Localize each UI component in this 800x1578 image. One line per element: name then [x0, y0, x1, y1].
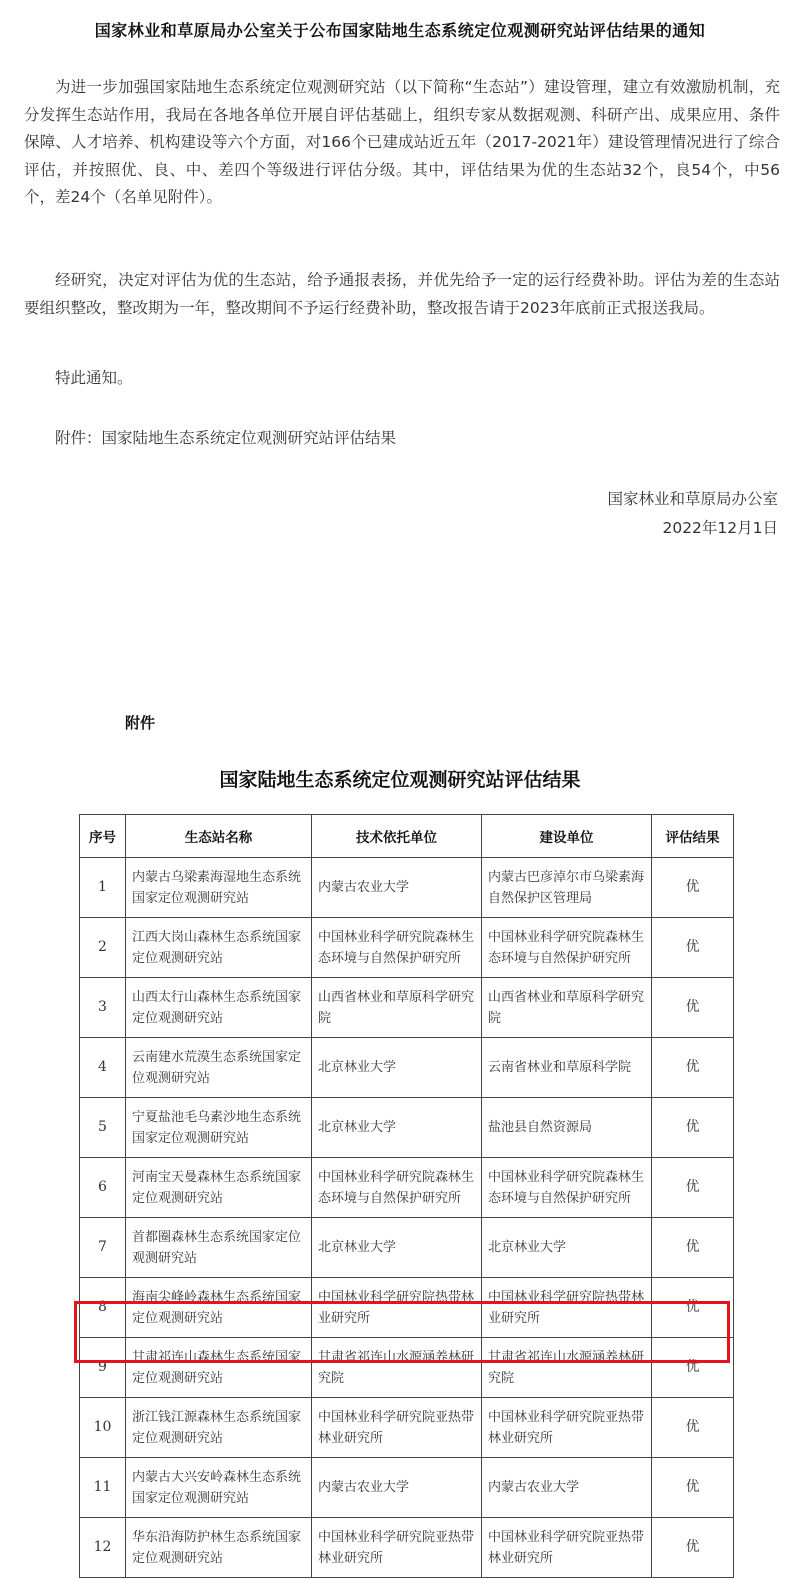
station-name: 内蒙古乌梁素海湿地生态系统国家定位观测研究站: [126, 858, 312, 918]
table-row: [80, 1218, 734, 1278]
evaluation-result: 优: [652, 1458, 734, 1518]
table-row: [80, 858, 734, 918]
construction-unit: 山西省林业和草原科学研究院: [482, 978, 652, 1038]
station-name: 河南宝天曼森林生态系统国家定位观测研究站: [126, 1158, 312, 1218]
construction-unit: 中国林业科学研究院森林生态环境与自然保护研究所: [482, 918, 652, 978]
tech-support-unit: 中国林业科学研究院亚热带林业研究所: [312, 1518, 482, 1578]
row-number: 12: [80, 1518, 126, 1578]
table-row: [80, 1038, 734, 1098]
row-number: 10: [80, 1398, 126, 1458]
table-row: [80, 918, 734, 978]
tech-support-unit: 山西省林业和草原科学研究院: [312, 978, 482, 1038]
row-number: 11: [80, 1458, 126, 1518]
evaluation-result: 优: [652, 1038, 734, 1098]
tech-support-unit: 北京林业大学: [312, 1218, 482, 1278]
evaluation-result: 优: [652, 1278, 734, 1338]
evaluation-result: 优: [652, 1338, 734, 1398]
station-name: 山西太行山森林生态系统国家定位观测研究站: [126, 978, 312, 1038]
table-row: [80, 978, 734, 1038]
evaluation-result: 优: [652, 978, 734, 1038]
tech-support-unit: 内蒙古农业大学: [312, 1458, 482, 1518]
construction-unit: 甘肃省祁连山水源涵养林研究院: [482, 1338, 652, 1398]
station-name: 内蒙古大兴安岭森林生态系统国家定位观测研究站: [126, 1458, 312, 1518]
construction-unit: 云南省林业和草原科学院: [482, 1038, 652, 1098]
column-header: 序号: [80, 815, 126, 858]
notice-attachment-ref: 附件：国家陆地生态系统定位观测研究站评估结果: [55, 429, 397, 447]
column-header: 生态站名称: [126, 815, 312, 858]
row-number: 6: [80, 1158, 126, 1218]
column-header: 技术依托单位: [312, 815, 482, 858]
construction-unit: 内蒙古农业大学: [482, 1458, 652, 1518]
attachment-label: 附件: [125, 714, 156, 732]
tech-support-unit: 内蒙古农业大学: [312, 858, 482, 918]
row-number: 5: [80, 1098, 126, 1158]
notice-paragraph-2: 经研究，决定对评估为优的生态站，给予通报表扬，并优先给予一定的运行经费补助。评估为差的生态站要组织整改，整改期为一年，整改期间不予运行经费补助，整改报告请于2023年底前正式报送我局。: [24, 271, 780, 317]
row-number: 7: [80, 1218, 126, 1278]
table-row: [80, 1278, 734, 1338]
station-name: 宁夏盐池毛乌素沙地生态系统国家定位观测研究站: [126, 1098, 312, 1158]
station-name: 江西大岗山森林生态系统国家定位观测研究站: [126, 918, 312, 978]
table-row: [80, 1458, 734, 1518]
station-name: 华东沿海防护林生态系统国家定位观测研究站: [126, 1518, 312, 1578]
evaluation-result: 优: [652, 1218, 734, 1278]
evaluation-result: 优: [652, 918, 734, 978]
evaluation-result: 优: [652, 1518, 734, 1578]
construction-unit: 中国林业科学研究院森林生态环境与自然保护研究所: [482, 1158, 652, 1218]
construction-unit: 盐池县自然资源局: [482, 1098, 652, 1158]
tech-support-unit: 甘肃省祁连山水源涵养林研究院: [312, 1338, 482, 1398]
table-row: [80, 1398, 734, 1458]
tech-support-unit: 中国林业科学研究院亚热带林业研究所: [312, 1398, 482, 1458]
row-number: 1: [80, 858, 126, 918]
notice-title: 国家林业和草原局办公室关于公布国家陆地生态系统定位观测研究站评估结果的通知: [94, 21, 706, 40]
evaluation-result: 优: [652, 858, 734, 918]
evaluation-result: 优: [652, 1398, 734, 1458]
construction-unit: 北京林业大学: [482, 1218, 652, 1278]
table-row: [80, 1158, 734, 1218]
evaluation-result: 优: [652, 1098, 734, 1158]
table-row: [80, 1518, 734, 1578]
tech-support-unit: 北京林业大学: [312, 1098, 482, 1158]
station-name: 甘肃祁连山森林生态系统国家定位观测研究站: [126, 1338, 312, 1398]
tech-support-unit: 中国林业科学研究院森林生态环境与自然保护研究所: [312, 1158, 482, 1218]
column-header: 评估结果: [652, 815, 734, 858]
notice-paragraph-1: 为进一步加强国家陆地生态系统定位观测研究站（以下简称“生态站”）建设管理，建立有效激励机制，充分发挥生态站作用，我局在各地各单位开展自评估基础上，组织专家从数据观测、科研产出、成果应用、条件保障、人才培养、机构建设等六个方面，对166个已建成站近五年（2017-2021年）建设管理情况进行了综合评估，并按照优、良、中、差四个等级进行评估分级。其中，评估结果为优的生态站32个，良54个，中56个，差24个（名单见附件）。: [24, 78, 780, 207]
row-number: 8: [80, 1278, 126, 1338]
row-number: 2: [80, 918, 126, 978]
attachment-title: 国家陆地生态系统定位观测研究站评估结果: [219, 769, 581, 791]
results-table: [79, 814, 734, 1578]
station-name: 海南尖峰岭森林生态系统国家定位观测研究站: [126, 1278, 312, 1338]
construction-unit: 中国林业科学研究院亚热带林业研究所: [482, 1398, 652, 1458]
station-name: 云南建水荒漠生态系统国家定位观测研究站: [126, 1038, 312, 1098]
row-number: 3: [80, 978, 126, 1038]
table-row: [80, 1338, 734, 1398]
row-number: 9: [80, 1338, 126, 1398]
construction-unit: 中国林业科学研究院热带林业研究所: [482, 1278, 652, 1338]
evaluation-result: 优: [652, 1158, 734, 1218]
table-row: [80, 1098, 734, 1158]
table-header-row: [80, 815, 734, 858]
column-header: 建设单位: [482, 815, 652, 858]
construction-unit: 中国林业科学研究院亚热带林业研究所: [482, 1518, 652, 1578]
station-name: 浙江钱江源森林生态系统国家定位观测研究站: [126, 1398, 312, 1458]
construction-unit: 内蒙古巴彦淖尔市乌梁素海自然保护区管理局: [482, 858, 652, 918]
issue-date: 2022年12月1日: [662, 519, 778, 537]
tech-support-unit: 中国林业科学研究院森林生态环境与自然保护研究所: [312, 918, 482, 978]
issuer: 国家林业和草原局办公室: [607, 490, 778, 508]
station-name: 首都圈森林生态系统国家定位观测研究站: [126, 1218, 312, 1278]
tech-support-unit: 中国林业科学研究院热带林业研究所: [312, 1278, 482, 1338]
row-number: 4: [80, 1038, 126, 1098]
tech-support-unit: 北京林业大学: [312, 1038, 482, 1098]
notice-closing: 特此通知。: [55, 369, 133, 387]
